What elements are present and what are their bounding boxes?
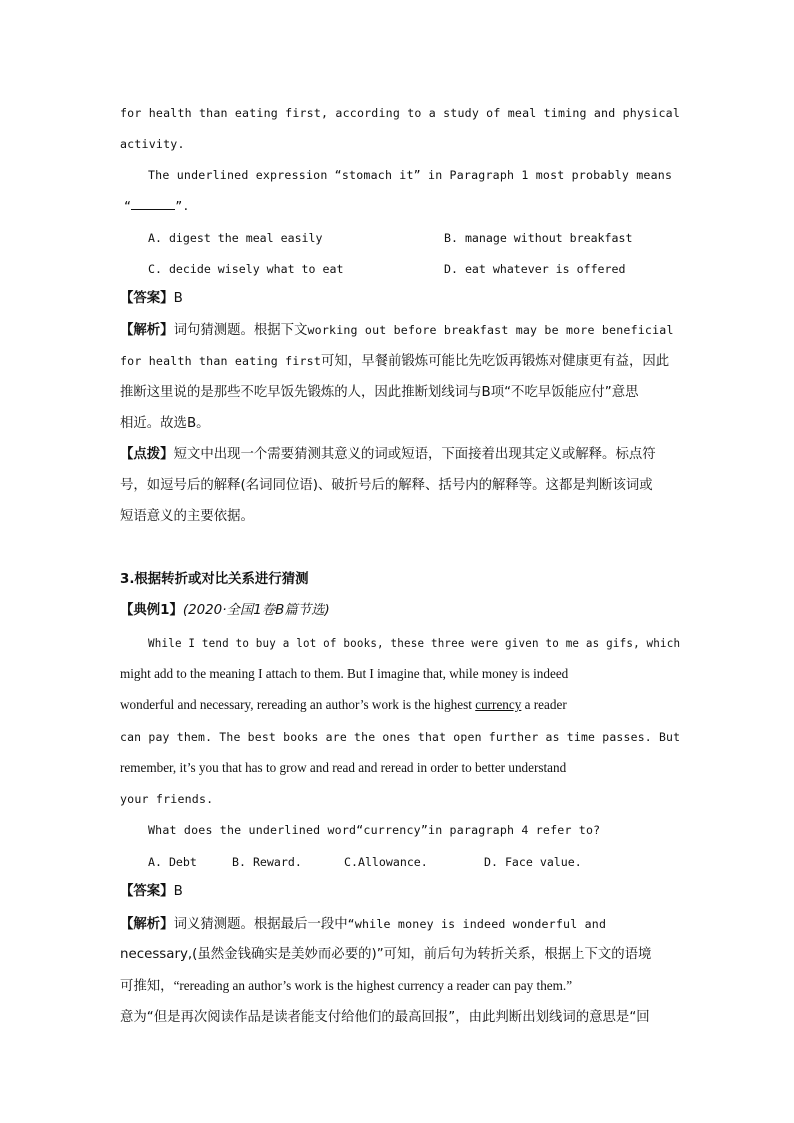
section-heading: 3.根据转折或对比关系进行猜测: [120, 572, 309, 587]
option-c: C. decide wisely what to eat: [148, 262, 344, 276]
answer-line: [120, 884, 183, 900]
explanation-line: 意为“但是再次阅读作品是读者能支付给他们的最高回报”，由此判断出划线词的意思是“回: [120, 1010, 650, 1025]
explanation-line: 相近。故选B。: [120, 416, 210, 431]
explanation-tag: 【解析】: [120, 323, 174, 338]
tip-line: 【点拨】短文中出现一个需要猜测其意义的词或短语，下面接着出现其定义或解释。标点符: [120, 447, 656, 462]
option-b: B. Reward.: [232, 855, 302, 869]
explanation-line: for health than eating first可知，早餐前锻炼可能比先吃饭再锻炼对健康更有益，因此: [120, 354, 670, 369]
answer-tag: 【答案】: [120, 291, 174, 306]
option-b: B. manage without breakfast: [444, 231, 633, 245]
option-a: A. digest the meal easily: [148, 231, 323, 245]
question-stem: The underlined expression “stomach it” in Paragraph 1 most probably means: [148, 168, 673, 182]
option-c: C.Allowance.: [344, 855, 428, 869]
passage-line: might add to the meaning I attach to them. But I imagine that, while money is indeed: [120, 666, 569, 681]
example-tag: 【典例1】: [120, 603, 183, 618]
option-a: A. Debt: [148, 855, 197, 869]
passage-line: remember, it’s you that has to grow and read and reread in order to better understand: [120, 760, 567, 775]
passage-line: activity.: [120, 137, 185, 151]
explanation-tag: 【解析】: [120, 917, 174, 932]
explanation-line: 推断这里说的是那些不吃早饭先锻炼的人，因此推断划线词与B项“不吃早饭能应付”意思: [120, 385, 639, 400]
tip-line: 号，如逗号后的解释(名词同位语)、破折号后的解释、括号内的解释等。这都是判断该词或: [120, 478, 653, 493]
answer-tag: 【答案】: [120, 884, 174, 899]
answer-line: [120, 291, 183, 307]
passage-line: wonderful and necessary, rereading an author’s work is the highest currency a reader: [120, 697, 567, 712]
tip-tag: 【点拨】: [120, 447, 174, 462]
tip-line: 短语意义的主要依据。: [120, 509, 254, 524]
passage-line: While I tend to buy a lot of books, these three were given to me as gifs, which: [148, 636, 681, 650]
question-stem: What does the underlined word“currency”in paragraph 4 refer to?: [148, 823, 601, 837]
passage-line: your friends.: [120, 792, 214, 806]
passage-line: can pay them. The best books are the ones that open further as time passes. But: [120, 730, 681, 744]
example-source: (2020·全国1卷B篇节选): [182, 603, 330, 618]
answer-blank: [131, 198, 175, 210]
answer-value: B: [173, 291, 183, 306]
explanation-line: 【解析】词句猜测题。根据下文working out before breakfast may be more beneficial: [120, 323, 674, 338]
question-stem-blank: “ ”.: [124, 199, 190, 213]
explanation-line: 可推知，“rereading an author’s work is the highest currency a reader can pay them.”: [120, 978, 573, 994]
option-d: D. eat whatever is offered: [444, 262, 626, 276]
explanation-line: 【解析】词义猜测题。根据最后一段中“while money is indeed wonderful and: [120, 917, 607, 932]
explanation-line: necessary,(虽然金钱确实是美妙而必要的)”可知，前后句为转折关系，根据上下文的语境: [120, 947, 652, 962]
answer-value: B: [173, 884, 183, 899]
example-line: [120, 603, 330, 619]
underlined-word: currency: [475, 697, 522, 712]
passage-line: for health than eating first, according to a study of meal timing and physical: [120, 106, 681, 120]
option-d: D. Face value.: [484, 855, 582, 869]
